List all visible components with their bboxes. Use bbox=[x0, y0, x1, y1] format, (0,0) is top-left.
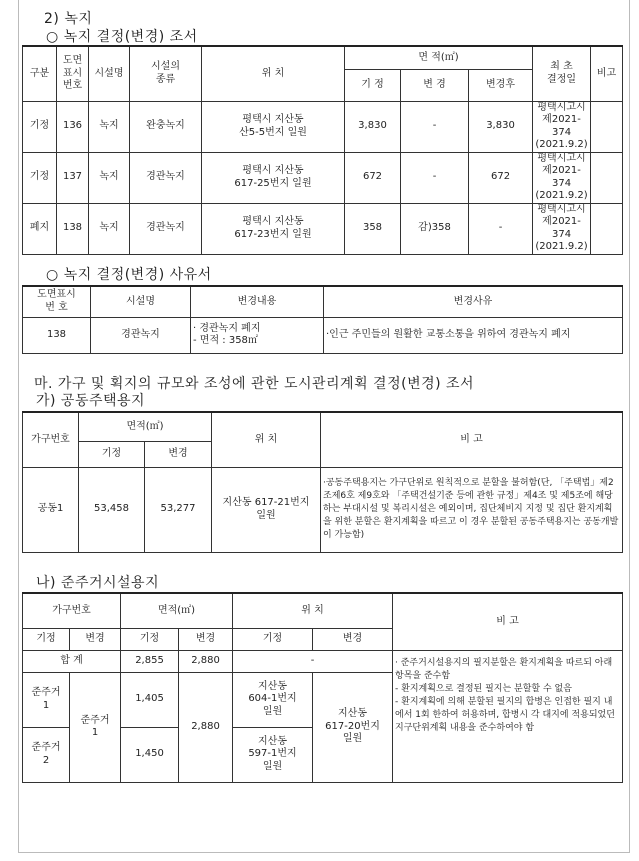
total-location: - bbox=[233, 650, 393, 672]
quasi-table bbox=[22, 592, 623, 783]
cell-div: 기정 bbox=[23, 152, 57, 203]
cell-no: 137 bbox=[57, 152, 89, 203]
cell-location: 평택시 지산동 산5-5번지 일원 bbox=[202, 101, 345, 152]
table-row bbox=[23, 101, 623, 152]
header-name: 시설명 bbox=[91, 286, 191, 317]
cell-existing: 358 bbox=[345, 203, 401, 254]
cell-existing-location: 지산동 604-1번지 일원 bbox=[233, 672, 313, 727]
cell-after: 672 bbox=[469, 152, 533, 203]
header-existing: 기정 bbox=[23, 628, 70, 650]
quasi-title: 나) 준주거시설용지 bbox=[36, 575, 160, 591]
header-change: 변경 bbox=[70, 628, 121, 650]
cell-facility: 녹지 bbox=[89, 152, 130, 203]
header-area: 면적(㎡) bbox=[79, 412, 212, 441]
total-label: 합 계 bbox=[23, 650, 121, 672]
green-decision-table bbox=[22, 45, 623, 255]
cell-existing: 672 bbox=[345, 152, 401, 203]
header-no: 도면표시 번 호 bbox=[23, 286, 91, 317]
table-row bbox=[23, 467, 623, 552]
cell-existing: 53,458 bbox=[79, 467, 145, 552]
cell-existing-location: 지산동 597-1번지 일원 bbox=[233, 727, 313, 782]
cell-kind: 경관녹지 bbox=[130, 152, 202, 203]
header-change: 변 경 bbox=[401, 69, 469, 101]
table-row bbox=[23, 317, 623, 353]
header-existing: 기정 bbox=[121, 628, 179, 650]
apartment-title: 가) 공동주택용지 bbox=[36, 393, 146, 409]
header-existing: 기정 bbox=[79, 441, 145, 467]
cell-change: - bbox=[401, 101, 469, 152]
cell-change: - bbox=[401, 152, 469, 203]
header-existing: 기정 bbox=[233, 628, 313, 650]
table-row bbox=[23, 203, 623, 254]
cell-change: 감)358 bbox=[401, 203, 469, 254]
header-reason: 변경사유 bbox=[324, 286, 623, 317]
cell-remark bbox=[591, 101, 623, 152]
cell-existing-area: 1,405 bbox=[121, 672, 179, 727]
cell-name: 경관녹지 bbox=[91, 317, 191, 353]
cell-content: · 경관녹지 폐지 - 면적 : 358㎡ bbox=[191, 317, 324, 353]
header-div: 구분 bbox=[23, 46, 57, 101]
cell-location: 지산동 617-21번지 일원 bbox=[212, 467, 321, 552]
header-notice: 최 초 결정일 bbox=[533, 46, 591, 101]
cell-after: 3,830 bbox=[469, 101, 533, 152]
header-location: 위 치 bbox=[212, 412, 321, 467]
cell-changed-block: 준주거 1 bbox=[70, 672, 121, 782]
header-content: 변경내용 bbox=[191, 286, 324, 317]
section-title: 2) 녹지 bbox=[44, 11, 93, 27]
cell-change: 53,277 bbox=[145, 467, 212, 552]
header-remark: 비 고 bbox=[393, 593, 623, 650]
cell-changed-area: 2,880 bbox=[179, 672, 233, 782]
cell-location: 평택시 지산동 617-25번지 일원 bbox=[202, 152, 345, 203]
section-ma-title: 마. 가구 및 획지의 규모와 조성에 관한 도시관리계획 결정(변경) 조서 bbox=[34, 376, 475, 392]
cell-no: 138 bbox=[57, 203, 89, 254]
cell-kind: 완충녹지 bbox=[130, 101, 202, 152]
cell-no: 136 bbox=[57, 101, 89, 152]
header-location: 위 치 bbox=[233, 593, 393, 628]
cell-div: 폐지 bbox=[23, 203, 57, 254]
cell-remark bbox=[591, 203, 623, 254]
header-after: 변경후 bbox=[469, 69, 533, 101]
cell-notice: 평택시고시 제2021-374 (2021.9.2) bbox=[533, 203, 591, 254]
green-decision-title: ○ 녹지 결정(변경) 조서 bbox=[46, 29, 198, 45]
cell-reason: ·인근 주민들의 원활한 교통소통을 위하여 경관녹지 폐지 bbox=[324, 317, 623, 353]
cell-no: 138 bbox=[23, 317, 91, 353]
green-reason-table bbox=[22, 285, 623, 354]
apartment-table bbox=[22, 411, 623, 553]
header-no: 도면 표시 번호 bbox=[57, 46, 89, 101]
header-area: 면적(㎡) bbox=[121, 593, 233, 628]
cell-existing-area: 1,450 bbox=[121, 727, 179, 782]
total-existing: 2,855 bbox=[121, 650, 179, 672]
header-change: 변경 bbox=[313, 628, 393, 650]
header-block: 가구번호 bbox=[23, 593, 121, 628]
total-change: 2,880 bbox=[179, 650, 233, 672]
header-block: 가구번호 bbox=[23, 412, 79, 467]
cell-remark: · 준주거시설용지의 필지분할은 환지계획을 따르되 아래 항목을 준수함 - 환지계획으로 결정된 필지는 분할할 수 없음 - 환지계획에 의해 분할된 필지의 합병은 인접한 필지 내에서 1회 한하여 허용하며, 합병시 각 대지에 적용되었던 지구단위계획 내용을 준수하여야 함 bbox=[393, 650, 623, 782]
header-existing: 기 정 bbox=[345, 69, 401, 101]
header-remark: 비고 bbox=[591, 46, 623, 101]
cell-facility: 녹지 bbox=[89, 101, 130, 152]
cell-block: 공동1 bbox=[23, 467, 79, 552]
header-remark: 비 고 bbox=[321, 412, 623, 467]
cell-notice: 평택시고시 제2021-374 (2021.9.2) bbox=[533, 101, 591, 152]
cell-remark bbox=[591, 152, 623, 203]
header-facility: 시설명 bbox=[89, 46, 130, 101]
header-kind: 시설의 종류 bbox=[130, 46, 202, 101]
header-location: 위 치 bbox=[202, 46, 345, 101]
cell-location: 평택시 지산동 617-23번지 일원 bbox=[202, 203, 345, 254]
cell-facility: 녹지 bbox=[89, 203, 130, 254]
cell-kind: 경관녹지 bbox=[130, 203, 202, 254]
total-row bbox=[23, 650, 623, 672]
cell-remark: ·공동주택용지는 가구단위로 원칙적으로 분할을 불허함(단, 「주택법」제2조제6호 제9호와 「주택건설기준 등에 관한 규정」제4조 및 제5조에 해당하는 부대시설 및 복리시설은 예외이며, 집단체비지 지정 및 집단 환지계획을 위한 분할은 환지계획을 따르고 이 경우 분할된 공동주택용지는 공동개발이 가능함) bbox=[321, 467, 623, 552]
cell-after: - bbox=[469, 203, 533, 254]
header-change: 변경 bbox=[179, 628, 233, 650]
cell-existing-block: 준주거 1 bbox=[23, 672, 70, 727]
cell-div: 기정 bbox=[23, 101, 57, 152]
cell-changed-location: 지산동 617-20번지 일원 bbox=[313, 672, 393, 782]
table-row bbox=[23, 152, 623, 203]
header-area: 면 적(㎡) bbox=[345, 46, 533, 69]
cell-existing-block: 준주거 2 bbox=[23, 727, 70, 782]
header-change: 변경 bbox=[145, 441, 212, 467]
cell-existing: 3,830 bbox=[345, 101, 401, 152]
green-reason-title: ○ 녹지 결정(변경) 사유서 bbox=[46, 267, 212, 283]
cell-notice: 평택시고시 제2021-374 (2021.9.2) bbox=[533, 152, 591, 203]
